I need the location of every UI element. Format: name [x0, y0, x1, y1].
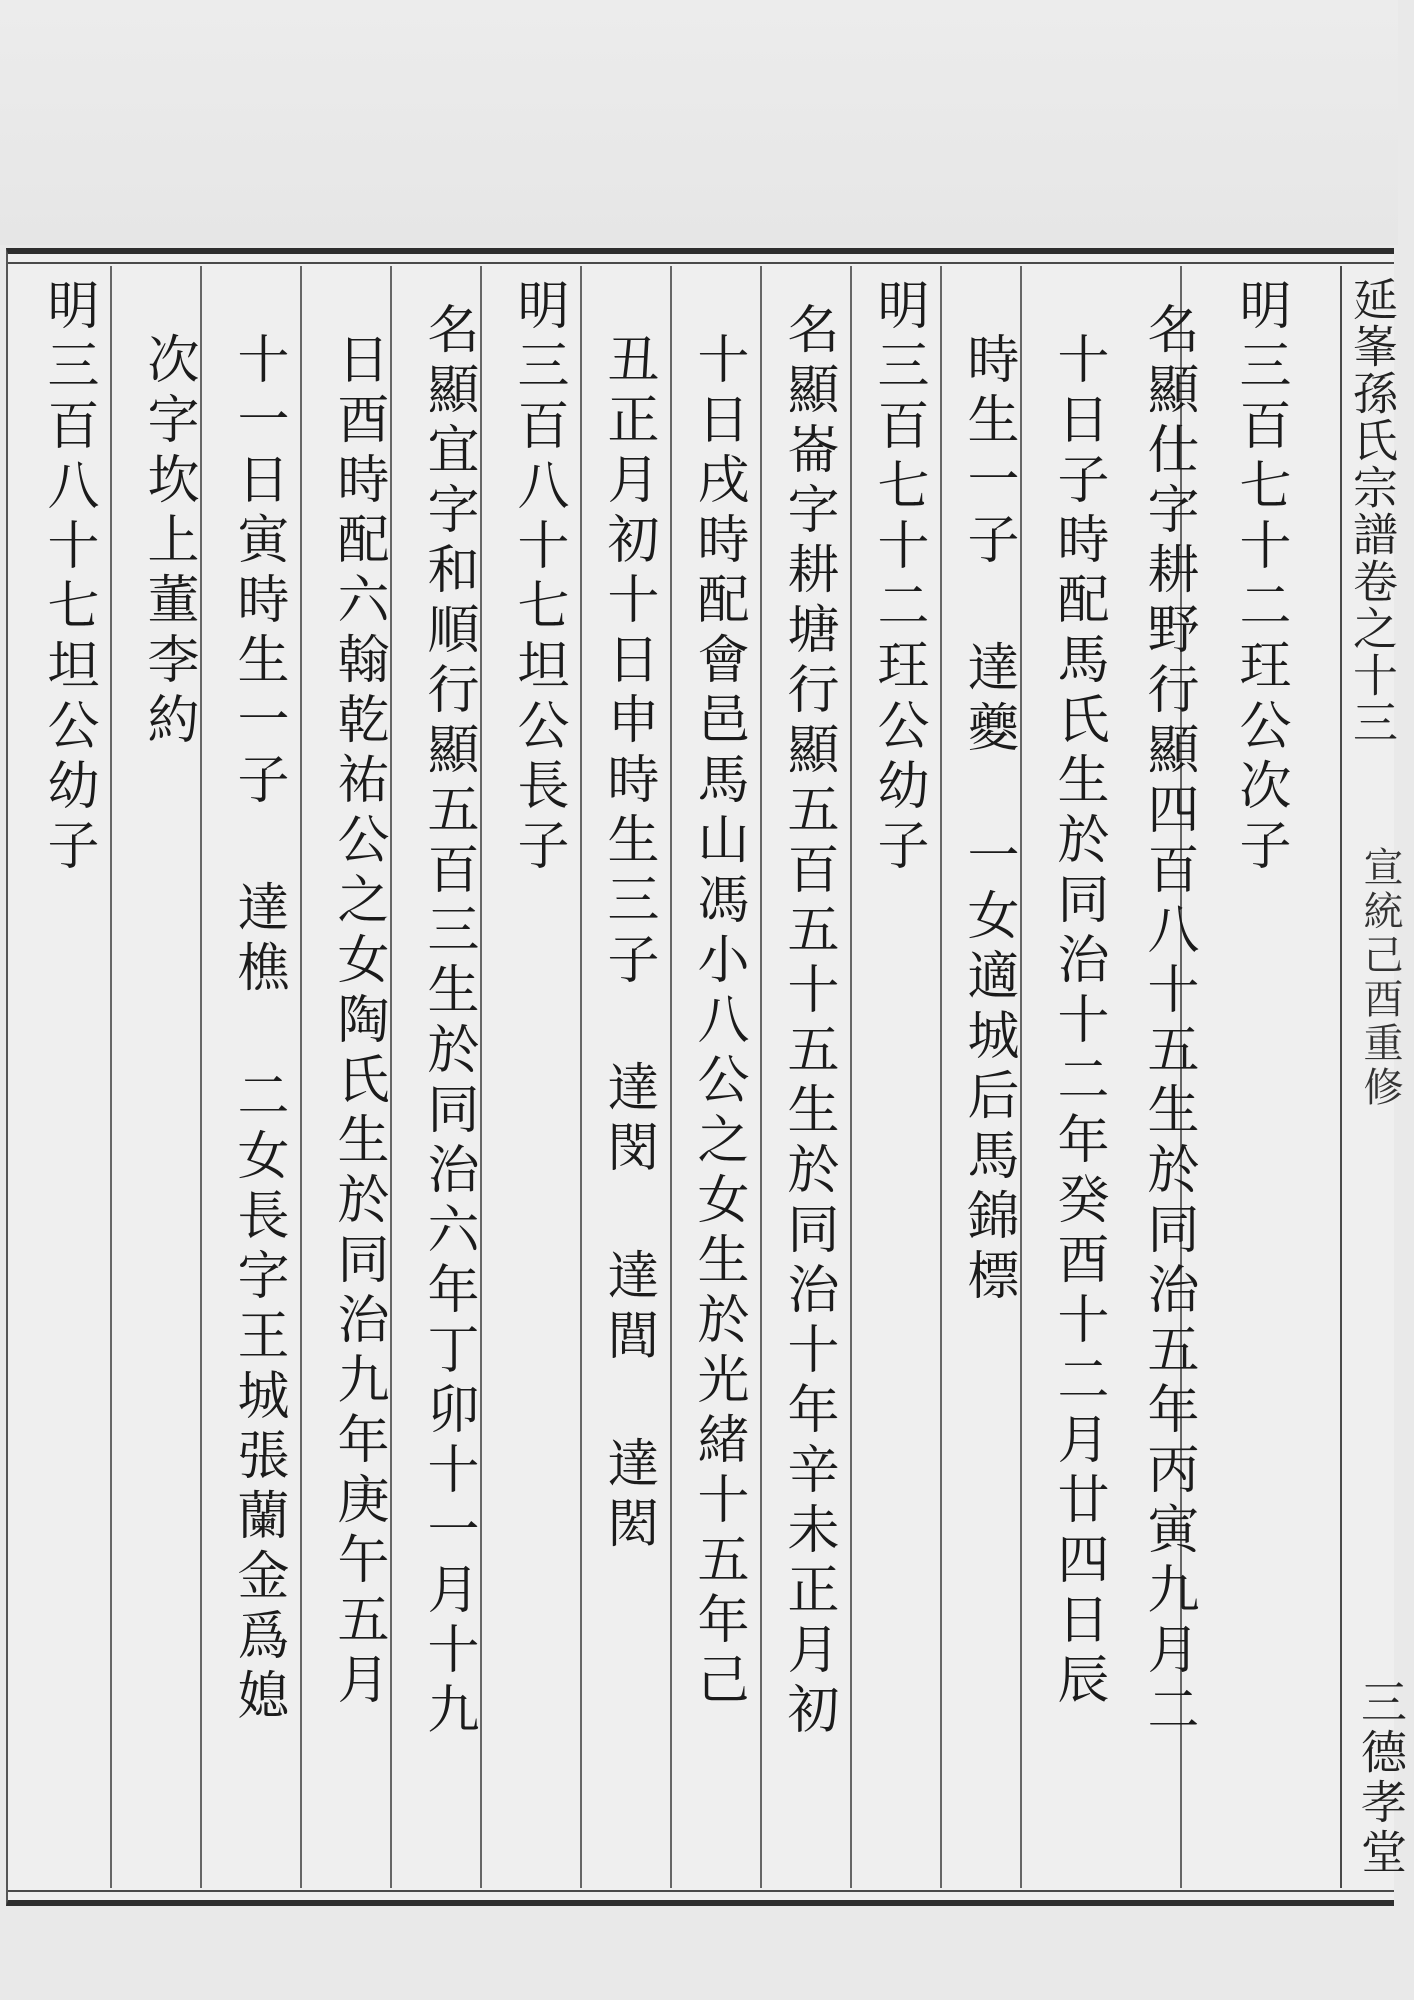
entry-text-column: 十一日寅時生一子 達樵 二女長字王城張蘭金爲媳 — [228, 332, 288, 1728]
entry-text-column: 名顯宜字和順行顯五百三生於同治六年丁卯十一月十九 — [418, 302, 478, 1742]
column-rule — [390, 266, 392, 1888]
column-rule — [580, 266, 582, 1888]
column-rule — [200, 266, 202, 1888]
entry-heading: 明三百八十七坦公長子 — [508, 278, 568, 878]
column-rule — [760, 266, 762, 1888]
column-rule — [670, 266, 672, 1888]
page-frame — [6, 248, 1408, 1906]
column-rule — [480, 266, 482, 1888]
header-margin-column — [1340, 266, 1408, 1888]
book-title: 延峯孫氏宗譜卷之十三 — [1345, 276, 1398, 746]
entry-text-column: 次字坎上董李約 — [138, 332, 198, 752]
column-rule — [110, 266, 112, 1888]
frame-inner-bottom-rule — [8, 1890, 1394, 1892]
entry-text-column: 日酉時配六翰乾祐公之女陶氏生於同治九年庚午五月 — [328, 332, 388, 1712]
entry-heading: 明三百八十七坦公幼子 — [38, 278, 98, 878]
column-rule — [940, 266, 942, 1888]
entry-text-column: 名顯仕字耕野行顯四百八十五生於同治五年丙寅九月二 — [1138, 302, 1198, 1742]
entry-text-column: 十日戌時配會邑馬山馮小八公之女生於光緒十五年己 — [688, 332, 748, 1712]
entry-heading: 明三百七十二玨公幼子 — [868, 278, 928, 878]
entry-text-column: 名顯崙字耕塘行顯五百五十五生於同治十年辛未正月初 — [778, 302, 838, 1742]
frame-inner-top-rule — [8, 262, 1394, 264]
entry-text-column: 時生一子 達夔 一女適城后馬錦標 — [958, 332, 1018, 1308]
page-top-margin — [0, 0, 1398, 245]
column-rule — [1020, 266, 1022, 1888]
column-rule — [850, 266, 852, 1888]
entry-heading: 明三百七十二玨公次子 — [1230, 278, 1290, 878]
column-rule — [300, 266, 302, 1888]
hall-name: 三德孝堂 — [1354, 1678, 1408, 1878]
entry-text-column: 丑正月初十日申時生三子 達閔 達閭 達閎 — [598, 332, 658, 1556]
edition-note: 宣統己酉重修 — [1357, 846, 1403, 1110]
entry-text-column: 十日子時配馬氏生於同治十二年癸酉十二月廿四日辰 — [1048, 332, 1108, 1712]
